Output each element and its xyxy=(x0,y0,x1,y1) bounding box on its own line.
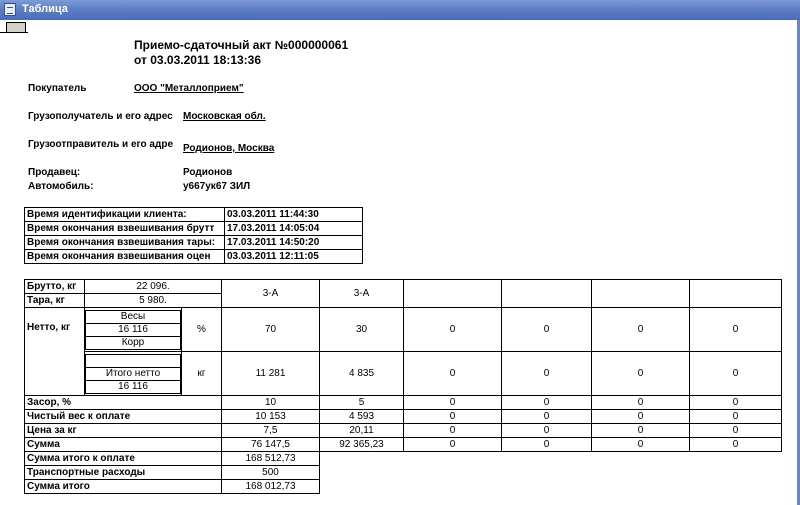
consignee-label: Грузополучатель и его адрес xyxy=(28,111,173,122)
kg-unit: кг xyxy=(182,352,222,396)
value-cell: 20,11 xyxy=(320,424,404,438)
grade-cell xyxy=(690,280,782,308)
grade-cell: 3-А xyxy=(222,280,320,308)
total-value: 500 xyxy=(222,466,320,480)
empty-area xyxy=(320,466,782,480)
total-label: Сумма итого xyxy=(25,480,222,494)
value-cell: 0 xyxy=(502,396,592,410)
brutto-value: 22 096. xyxy=(85,280,222,294)
grade-cell xyxy=(404,280,502,308)
row-label: Чистый вес к оплате xyxy=(25,410,222,424)
value-cell: 10 xyxy=(222,396,320,410)
buyer-label: Покупатель xyxy=(28,83,87,94)
act-date: от 03.03.2011 18:13:36 xyxy=(134,53,262,67)
weighing-table xyxy=(24,279,782,494)
value-cell: 0 xyxy=(592,438,690,452)
value-cell: 0 xyxy=(502,424,592,438)
grade-cell xyxy=(502,280,592,308)
total-netto-subtable xyxy=(85,354,181,394)
total-label: Транспортные расходы xyxy=(25,466,222,480)
brutto-label: Брутто, кг xyxy=(25,280,85,294)
act-title: Приемо-сдаточный акт №000000061 xyxy=(134,38,349,52)
pct-unit: % xyxy=(182,308,222,352)
tara-value: 5 980. xyxy=(85,294,222,308)
table-row xyxy=(25,438,782,452)
time-label: Время окончания взвешивания оцен xyxy=(25,250,225,264)
table-row xyxy=(25,410,782,424)
table-row xyxy=(25,480,782,494)
row-label: Цена за кг xyxy=(25,424,222,438)
seller-label: Продавец: xyxy=(28,167,81,178)
shipper-value: Родионов, Москва xyxy=(183,143,275,154)
value-cell: 0 xyxy=(404,424,502,438)
value-cell: 92 365,23 xyxy=(320,438,404,452)
value-cell: 0 xyxy=(404,438,502,452)
value-cell: 7,5 xyxy=(222,424,320,438)
table-row xyxy=(25,280,782,294)
window-titlebar[interactable] xyxy=(0,0,800,20)
value-cell: 0 xyxy=(502,410,592,424)
grade-cell xyxy=(592,280,690,308)
scales-label: Весы xyxy=(86,310,181,323)
time-value: 03.03.2011 11:44:30 xyxy=(225,208,363,222)
tara-label: Тара, кг xyxy=(25,294,85,308)
grade-cell: 3-А xyxy=(320,280,404,308)
kg-cell: 0 xyxy=(404,352,502,396)
value-cell: 0 xyxy=(690,424,782,438)
kg-cell: 11 281 xyxy=(222,352,320,396)
table-row xyxy=(25,466,782,480)
time-value: 17.03.2011 14:05:04 xyxy=(225,222,363,236)
pct-cell: 0 xyxy=(404,308,502,352)
car-label: Автомобиль: xyxy=(28,181,94,192)
table-row xyxy=(25,208,363,222)
value-cell: 0 xyxy=(404,410,502,424)
kg-cell: 0 xyxy=(690,352,782,396)
value-cell: 0 xyxy=(690,410,782,424)
table-window-icon xyxy=(4,3,16,16)
table-row xyxy=(25,396,782,410)
table-row xyxy=(25,352,782,396)
table-row xyxy=(25,222,363,236)
kg-cell: 0 xyxy=(502,352,592,396)
window-title: Таблица xyxy=(22,3,68,15)
table-row xyxy=(25,250,363,264)
value-cell: 0 xyxy=(592,396,690,410)
total-netto-block xyxy=(85,352,182,396)
time-label: Время идентификации клиента: xyxy=(25,208,225,222)
consignee-value: Московская обл. xyxy=(183,111,266,122)
table-row xyxy=(25,308,782,352)
scales-block xyxy=(85,308,182,352)
times-table xyxy=(24,207,363,264)
total-netto-value: 16 116 xyxy=(86,380,181,393)
value-cell: 10 153 xyxy=(222,410,320,424)
total-value: 168 512,73 xyxy=(222,452,320,466)
row-label: Засор, % xyxy=(25,396,222,410)
value-cell: 4 593 xyxy=(320,410,404,424)
value-cell: 0 xyxy=(592,424,690,438)
corner-divider xyxy=(0,32,28,33)
row-label: Сумма xyxy=(25,438,222,452)
total-netto-label: Итого нетто xyxy=(86,367,181,380)
value-cell: 0 xyxy=(690,438,782,452)
pct-cell: 70 xyxy=(222,308,320,352)
corr-label: Корр xyxy=(86,336,181,349)
value-cell: 0 xyxy=(690,396,782,410)
value-cell: 0 xyxy=(502,438,592,452)
time-value: 03.03.2011 12:11:05 xyxy=(225,250,363,264)
time-label: Время окончания взвешивания тары: xyxy=(25,236,225,250)
total-label: Сумма итого к оплате xyxy=(25,452,222,466)
table-row xyxy=(25,236,363,250)
value-cell: 0 xyxy=(592,410,690,424)
seller-value: Родионов xyxy=(183,167,233,178)
value-cell: 5 xyxy=(320,396,404,410)
scales-subtable xyxy=(85,310,181,350)
empty-area xyxy=(320,480,782,494)
buyer-value: ООО "Металлоприем" xyxy=(134,83,244,94)
empty-area xyxy=(320,452,782,466)
pct-cell: 30 xyxy=(320,308,404,352)
table-row xyxy=(25,424,782,438)
table-row xyxy=(25,452,782,466)
kg-cell: 0 xyxy=(592,352,690,396)
netto-label: Нетто, кг xyxy=(25,308,85,396)
total-value: 168 012,73 xyxy=(222,480,320,494)
car-value: у667ук67 ЗИЛ xyxy=(183,181,251,192)
pct-cell: 0 xyxy=(502,308,592,352)
value-cell: 0 xyxy=(404,396,502,410)
kg-cell: 4 835 xyxy=(320,352,404,396)
pct-cell: 0 xyxy=(690,308,782,352)
time-label: Время окончания взвешивания брутт xyxy=(25,222,225,236)
value-cell: 76 147,5 xyxy=(222,438,320,452)
scales-value: 16 116 xyxy=(86,323,181,336)
blank-cell xyxy=(86,354,181,367)
shipper-label: Грузоотправитель и его адре xyxy=(28,139,174,150)
time-value: 17.03.2011 14:50:20 xyxy=(225,236,363,250)
pct-cell: 0 xyxy=(592,308,690,352)
